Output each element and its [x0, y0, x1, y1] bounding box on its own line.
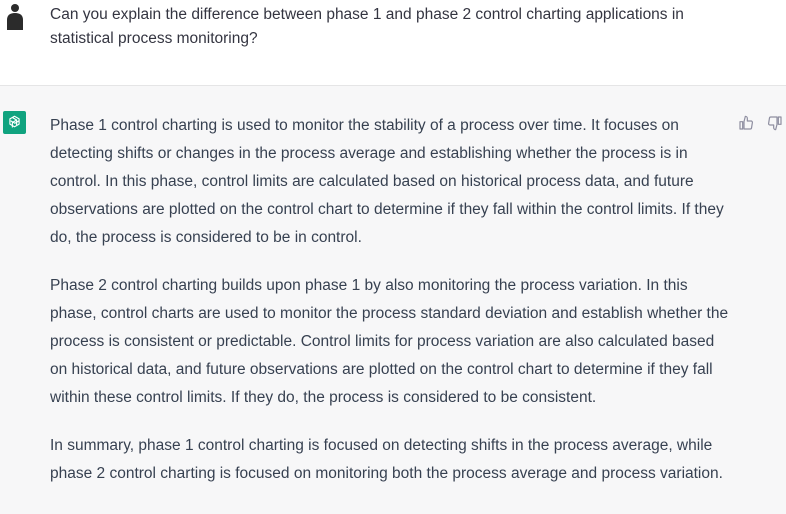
assistant-paragraph-1: Phase 1 control charting is used to monitor the stability of a process over time. It focuses on detecting shifts or changes in the process average and establishing whether the process is in control. In this phase, control limits are calculated based on historical process data, and future observations are plotted on the control chart to determine if they fall within the control limits. If they do, the process is considered to be in control. — [50, 117, 724, 246]
thumbs-up-button[interactable] — [737, 114, 754, 131]
user-silhouette-icon — [0, 0, 28, 30]
thumbs-up-icon — [738, 115, 754, 131]
assistant-message-body — [50, 112, 730, 508]
assistant-message-row — [0, 86, 786, 514]
openai-logo-icon — [6, 114, 23, 131]
assistant-paragraph-2: Phase 2 control charting builds upon phase 1 by also monitoring the process variation. In this phase, control charts are used to monitor the process standard deviation and establish whether the process is consistent or predictable. Control limits for process variation are also calculated based on historical data, and future observations are plotted on the control chart to determine if they fall within these control limits. If they do, the process is considered to be consistent. — [50, 277, 729, 406]
thumbs-down-icon — [767, 115, 783, 131]
user-message-row — [0, 0, 786, 86]
user-message-text: Can you explain the difference between phase 1 and phase 2 control charting applications in statistical process monitoring? — [50, 6, 684, 47]
thumbs-down-button[interactable] — [766, 114, 783, 131]
assistant-avatar — [3, 111, 26, 134]
user-avatar — [0, 0, 28, 30]
feedback-controls — [737, 114, 783, 131]
assistant-paragraph-3: In summary, phase 1 control charting is focused on detecting shifts in the process average, while phase 2 control charting is focused on monitoring both the process average and process variation. — [50, 437, 723, 482]
